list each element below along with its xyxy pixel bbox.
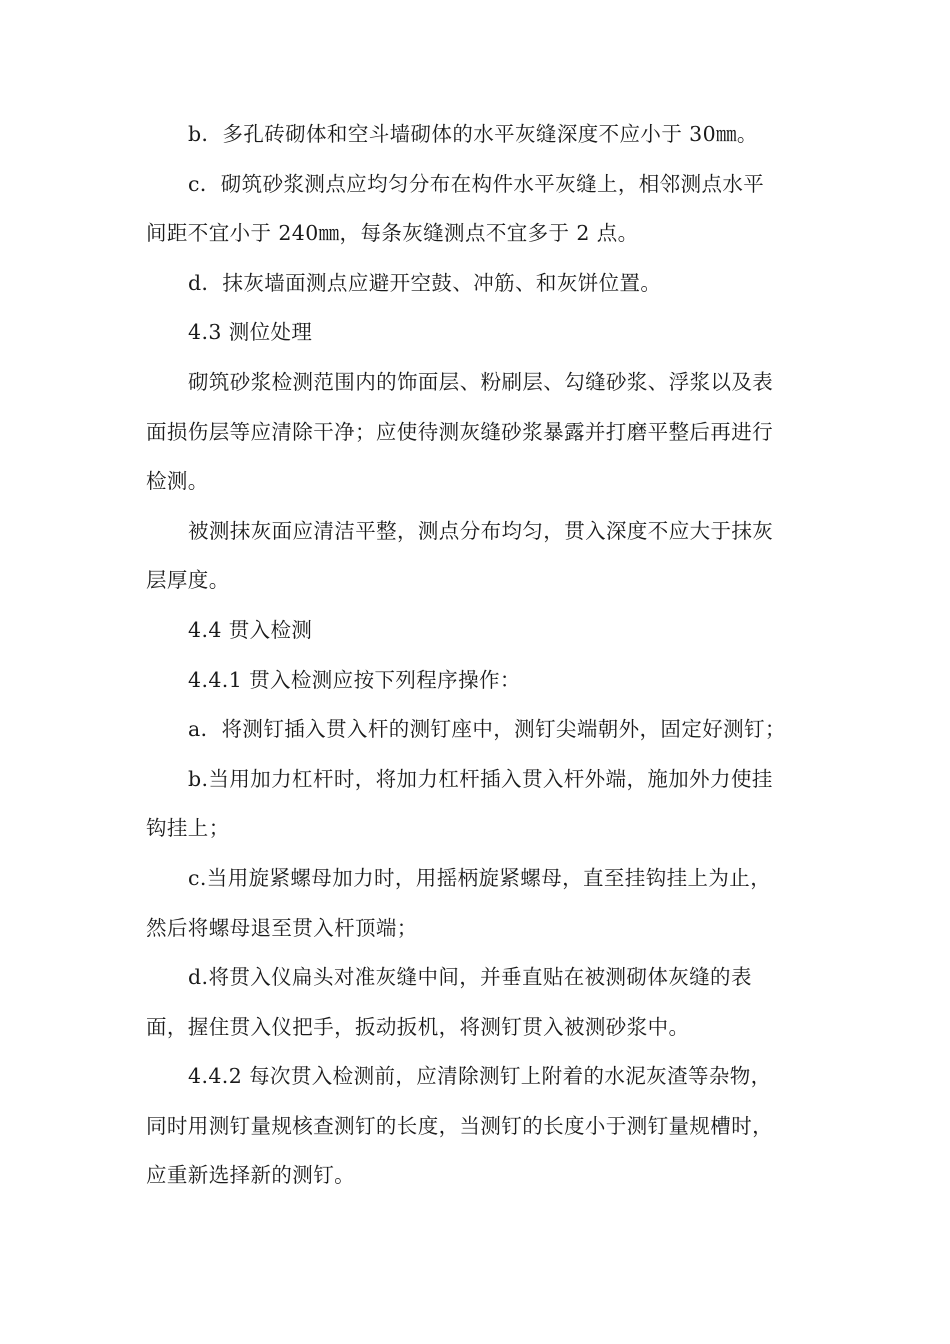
section-heading: 4.4 贯入检测 (188, 617, 313, 642)
section-heading: 4.3 测位处理 (188, 320, 313, 345)
paragraph-step-b (146, 755, 808, 854)
text-line: 间距不宜小于 240㎜，每条灰缝测点不宜多于 2 点。 (146, 221, 639, 246)
section-heading-4-4 (146, 606, 808, 656)
text-line: 同时用测钉量规核查测钉的长度，当测钉的长度小于测钉量规槽时， (146, 1113, 773, 1138)
paragraph-step-d (146, 953, 808, 1052)
text-line: b.当用加力杠杆时，将加力杠杆插入贯入杆外端，施加外力使挂 (188, 766, 773, 791)
paragraph-d-plaster (146, 259, 808, 309)
paragraph-step-c (146, 854, 808, 953)
text-line: b．多孔砖砌体和空斗墙砌体的水平灰缝深度不应小于 30㎜。 (188, 122, 758, 146)
document-body (146, 110, 808, 1201)
text-line: 应重新选择新的测钉。 (146, 1163, 355, 1188)
text-line: c.当用旋紧螺母加力时，用摇柄旋紧螺母，直至挂钩挂上为止， (188, 865, 772, 890)
text-line: 4.4.2 每次贯入检测前，应清除测钉上附着的水泥灰渣等杂物， (188, 1064, 772, 1089)
text-line: d．抹灰墙面测点应避开空鼓、冲筋、和灰饼位置。 (188, 270, 662, 295)
text-line: d.将贯入仪扁头对准灰缝中间，并垂直贴在被测砌体灰缝的表 (188, 965, 752, 990)
section-heading-4-3 (146, 308, 808, 358)
text-line: 层厚度。 (146, 568, 230, 593)
text-line: 被测抹灰面应清洁平整，测点分布均匀，贯入深度不应大于抹灰 (188, 518, 774, 543)
paragraph-b-depth (146, 110, 808, 160)
text-line: 钩挂上； (146, 816, 230, 841)
text-line: 然后将螺母退至贯入杆顶端； (146, 915, 418, 940)
paragraph-step-a (146, 705, 808, 755)
text-line: 面，握住贯入仪把手，扳动扳机，将测钉贯入被测砂浆中。 (146, 1014, 690, 1039)
text-line: 4.4.1 贯入检测应按下列程序操作： (188, 667, 521, 692)
paragraph-plaster-surface (146, 507, 808, 606)
paragraph-surface-treatment (146, 358, 808, 507)
text-line: 面损伤层等应清除干净；应使待测灰缝砂浆暴露并打磨平整后再进行 (146, 419, 773, 444)
text-line: c．砌筑砂浆测点应均匀分布在构件水平灰缝上，相邻测点水平 (188, 171, 765, 196)
paragraph-c-distribution (146, 160, 808, 259)
text-line: a．将测钉插入贯入杆的测钉座中，测钉尖端朝外，固定好测钉； (188, 717, 786, 742)
text-line: 检测。 (146, 469, 209, 494)
paragraph-4-4-1 (146, 656, 808, 706)
text-line: 砌筑砂浆检测范围内的饰面层、粉刷层、勾缝砂浆、浮浆以及表 (188, 369, 774, 394)
paragraph-4-4-2 (146, 1052, 808, 1201)
